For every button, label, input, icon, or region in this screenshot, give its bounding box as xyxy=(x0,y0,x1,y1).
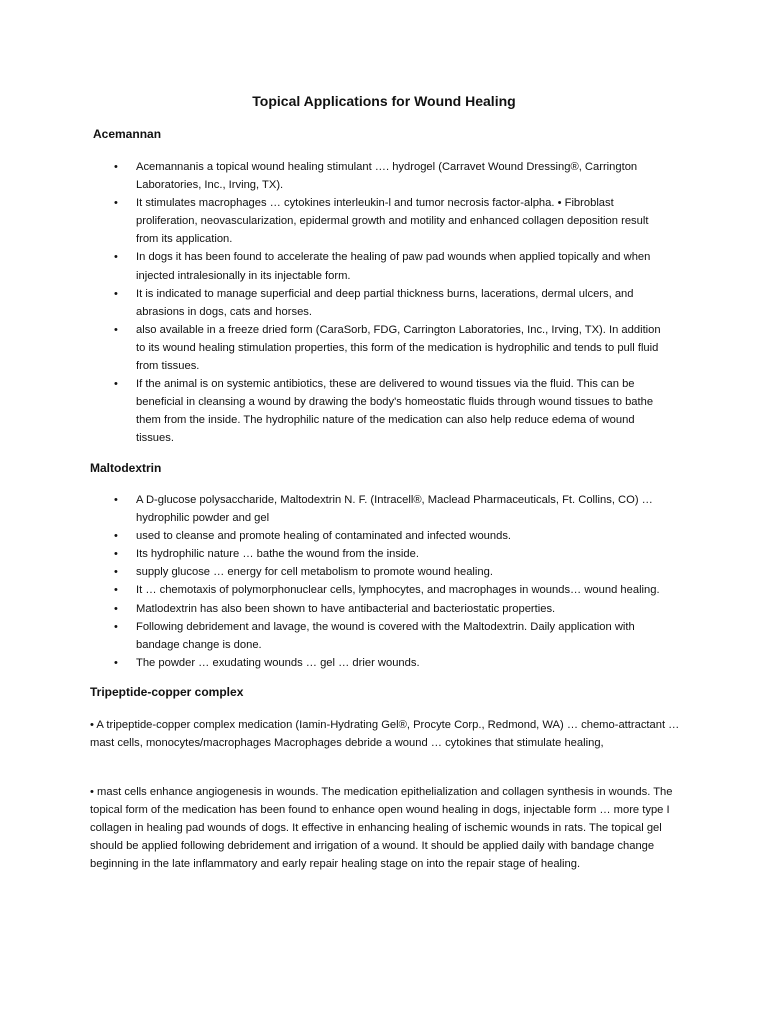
list-item: • also available in a freeze dried form (CaraSorb, FDG, Carrington Laboratories, Inc., Irving, TX). In addition to its wound healing stimulation properties, this form of the medication is hydrophilic and tends to pull fluid from tissues. xyxy=(0,321,672,375)
list-item: • A D-glucose polysaccharide, Maltodextrin N. F. (Intracell®, Maclead Pharmaceuticals, Ft. Collins, CO) … hydrophilic powder and gel xyxy=(0,491,672,527)
maltodextrin-bullet-list xyxy=(0,491,672,672)
list-item: • It is indicated to manage superficial and deep partial thickness burns, lacerations, dermal ulcers, and abrasions in dogs, cats and horses. xyxy=(0,285,672,321)
list-item: • Its hydrophilic nature … bathe the wound from the inside. xyxy=(0,545,672,563)
section-heading-tripeptide-copper: Tripeptide-copper complex xyxy=(90,685,244,699)
tripeptide-paragraph-2: • mast cells enhance angiogenesis in wounds. The medication epithelialization and collagen synthesis in wounds. The topical form of the medication has been found to enhance open wound healing in dogs, injectable form … more type I collagen in healing pad wounds of dogs. It effective in enhancing healing of ischemic wounds in rats. The topical gel should be applied following debridement and irrigation of a wound. It should be applied daily with bandage change beginning in the late inflammatory and early repair healing stage on into the repair stage of healing. xyxy=(90,786,673,871)
list-item: • If the animal is on systemic antibiotics, these are delivered to wound tissues via the fluid. This can be beneficial in cleansing a wound by drawing the body's homeostatic fluids through wound tissues to bathe them from the inside. The hydrophilic nature of the medication can also help reduce edema of wound tissues. xyxy=(0,375,672,447)
list-item: • used to cleanse and promote healing of contaminated and infected wounds. xyxy=(0,527,672,545)
tripeptide-paragraph-1: • A tripeptide-copper complex medication (Iamin-Hydrating Gel®, Procyte Corp., Redmond, WA) … chemo-attractant … mast cells, monocytes/macrophages Macrophages debride a wound … cytokines that stimulate healing, xyxy=(90,719,680,750)
list-item: • The powder … exudating wounds … gel … drier wounds. xyxy=(0,654,672,672)
list-item: • It … chemotaxis of polymorphonuclear cells, lymphocytes, and macrophages in wounds… wound healing. xyxy=(0,581,672,599)
list-item: • supply glucose … energy for cell metabolism to promote wound healing. xyxy=(0,563,672,581)
section-heading-maltodextrin: Maltodextrin xyxy=(90,461,162,475)
list-item: • Following debridement and lavage, the wound is covered with the Maltodextrin. Daily application with bandage change is done. xyxy=(0,618,672,654)
list-item: • In dogs it has been found to accelerate the healing of paw pad wounds when applied topically and when injected intralesionally in its injectable form. xyxy=(0,248,672,284)
section-heading-acemannan: Acemannan xyxy=(93,127,162,141)
page-title: Topical Applications for Wound Healing xyxy=(252,93,516,109)
acemannan-bullet-list xyxy=(0,158,672,448)
list-item: • Matlodextrin has also been shown to have antibacterial and bacteriostatic properties. xyxy=(0,600,672,618)
list-item: • Acemannanis a topical wound healing stimulant …. hydrogel (Carravet Wound Dressing®, Carrington Laboratories, Inc., Irving, TX). xyxy=(0,158,672,194)
list-item: • It stimulates macrophages … cytokines interleukin-l and tumor necrosis factor-alpha. • Fibroblast proliferation, neovascularization, epidermal growth and motility and enhanced collagen deposition result from its application. xyxy=(0,194,672,248)
